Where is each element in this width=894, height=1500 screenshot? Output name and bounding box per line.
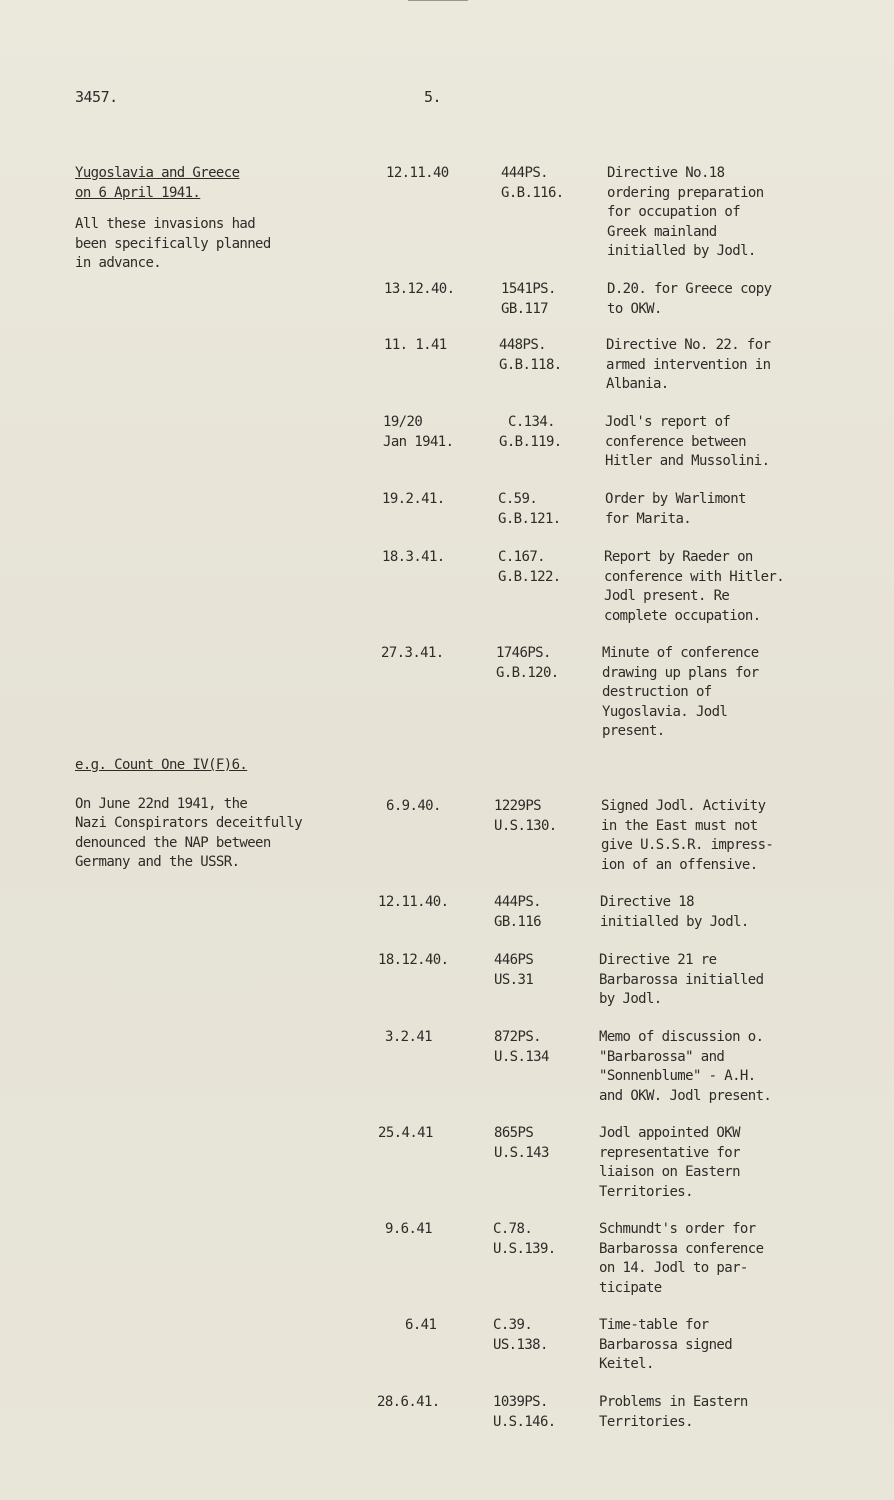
entry-date: 19.2.41. — [382, 491, 445, 507]
entry-document: 1229PS U.S.130. — [494, 798, 557, 834]
section-note: All these invasions had been specifically planned in advance. — [75, 216, 271, 271]
entry-document: 1541PS. GB.117 — [501, 281, 556, 317]
entry-date: 25.4.41 — [378, 1125, 433, 1141]
entry-document: 444PS. GB.116 — [494, 894, 541, 930]
entry-description: Schmundt's order for Barbarossa conference on 14. Jodl to par- ticipate — [599, 1221, 764, 1296]
entry-description: Time-table for Barbarossa signed Keitel. — [599, 1317, 733, 1372]
entry-date: 19/20 Jan 1941. — [383, 414, 454, 450]
entry-description: Directive No. 22. for armed intervention in Albania. — [606, 337, 771, 392]
entry-description: Report by Raeder on conference with Hitler. Jodl present. Re complete occupation. — [604, 549, 785, 624]
entry-date: 18.3.41. — [382, 549, 445, 565]
entry-document: 872PS. U.S.134 — [494, 1029, 549, 1065]
entry-description: Jodl appointed OKW representative for liaison on Eastern Territories. — [599, 1125, 740, 1200]
entry-document: 444PS. G.B.116. — [501, 165, 564, 201]
entry-document: C.59. G.B.121. — [498, 491, 561, 527]
entry-date: 6.41 — [405, 1317, 437, 1333]
entry-description: Order by Warlimont for Marita. — [605, 491, 746, 527]
entry-date: 27.3.41. — [381, 645, 444, 661]
entry-description: Signed Jodl. Activity in the East must not give U.S.S.R. impress- ion of an offensive. — [601, 798, 774, 873]
section-count-one — [75, 756, 375, 873]
entry-document: 1039PS. U.S.146. — [493, 1394, 556, 1430]
entry-date: 13.12.40. — [384, 281, 455, 297]
entry-description: D.20. for Greece copy to OKW. — [607, 281, 772, 317]
entry-document: C.39. US.138. — [493, 1317, 548, 1353]
entry-description: Problems in Eastern Territories. — [599, 1394, 748, 1430]
entry-date: 18.12.40. — [378, 952, 449, 968]
entry-description: Minute of conference drawing up plans for destruction of Yugoslavia. Jodl present. — [602, 645, 759, 739]
entry-document: 865PS U.S.143 — [494, 1125, 549, 1161]
entry-date: 3.2.41 — [385, 1029, 432, 1045]
entry-document: 1746PS. G.B.120. — [496, 645, 559, 681]
entry-description: Directive 18 initialled by Jodl. — [600, 894, 749, 930]
document-reference: 3457. — [75, 88, 118, 106]
entry-document: 448PS. G.B.118. — [499, 337, 562, 373]
section-note: On June 22nd 1941, the Nazi Conspirators deceitfully denounced the NAP between Germany and the USSR. — [75, 795, 303, 870]
entry-document: C.167. G.B.122. — [498, 549, 561, 585]
entry-document: 446PS US.31 — [494, 952, 534, 988]
entry-date: 12.11.40. — [378, 894, 449, 910]
entry-description: Jodl's report of conference between Hitler and Mussolini. — [605, 414, 770, 469]
entry-date: 12.11.40 — [386, 165, 449, 181]
entry-document: C.78. U.S.139. — [493, 1221, 556, 1257]
entry-document: C.134. G.B.119. — [499, 414, 562, 450]
page-number: 5. — [424, 88, 442, 106]
section-yugoslavia-greece — [75, 164, 375, 274]
entry-date: 11. 1.41 — [384, 337, 447, 353]
section-heading: Yugoslavia and Greece on 6 April 1941. — [75, 165, 240, 201]
entry-date: 28.6.41. — [377, 1394, 440, 1410]
page-fold-mark — [408, 0, 468, 1]
entry-date: 6.9.40. — [386, 798, 441, 814]
entry-description: Directive No.18 ordering preparation for occupation of Greek mainland initialled by Jodl. — [607, 165, 764, 259]
section-heading: e.g. Count One IV(F)6. — [75, 757, 248, 773]
entry-date: 9.6.41 — [385, 1221, 432, 1237]
entry-description: Memo of discussion o. "Barbarossa" and "Sonnenblume" - A.H. and OKW. Jodl present. — [599, 1029, 772, 1104]
entry-description: Directive 21 re Barbarossa initialled by Jodl. — [599, 952, 764, 1007]
